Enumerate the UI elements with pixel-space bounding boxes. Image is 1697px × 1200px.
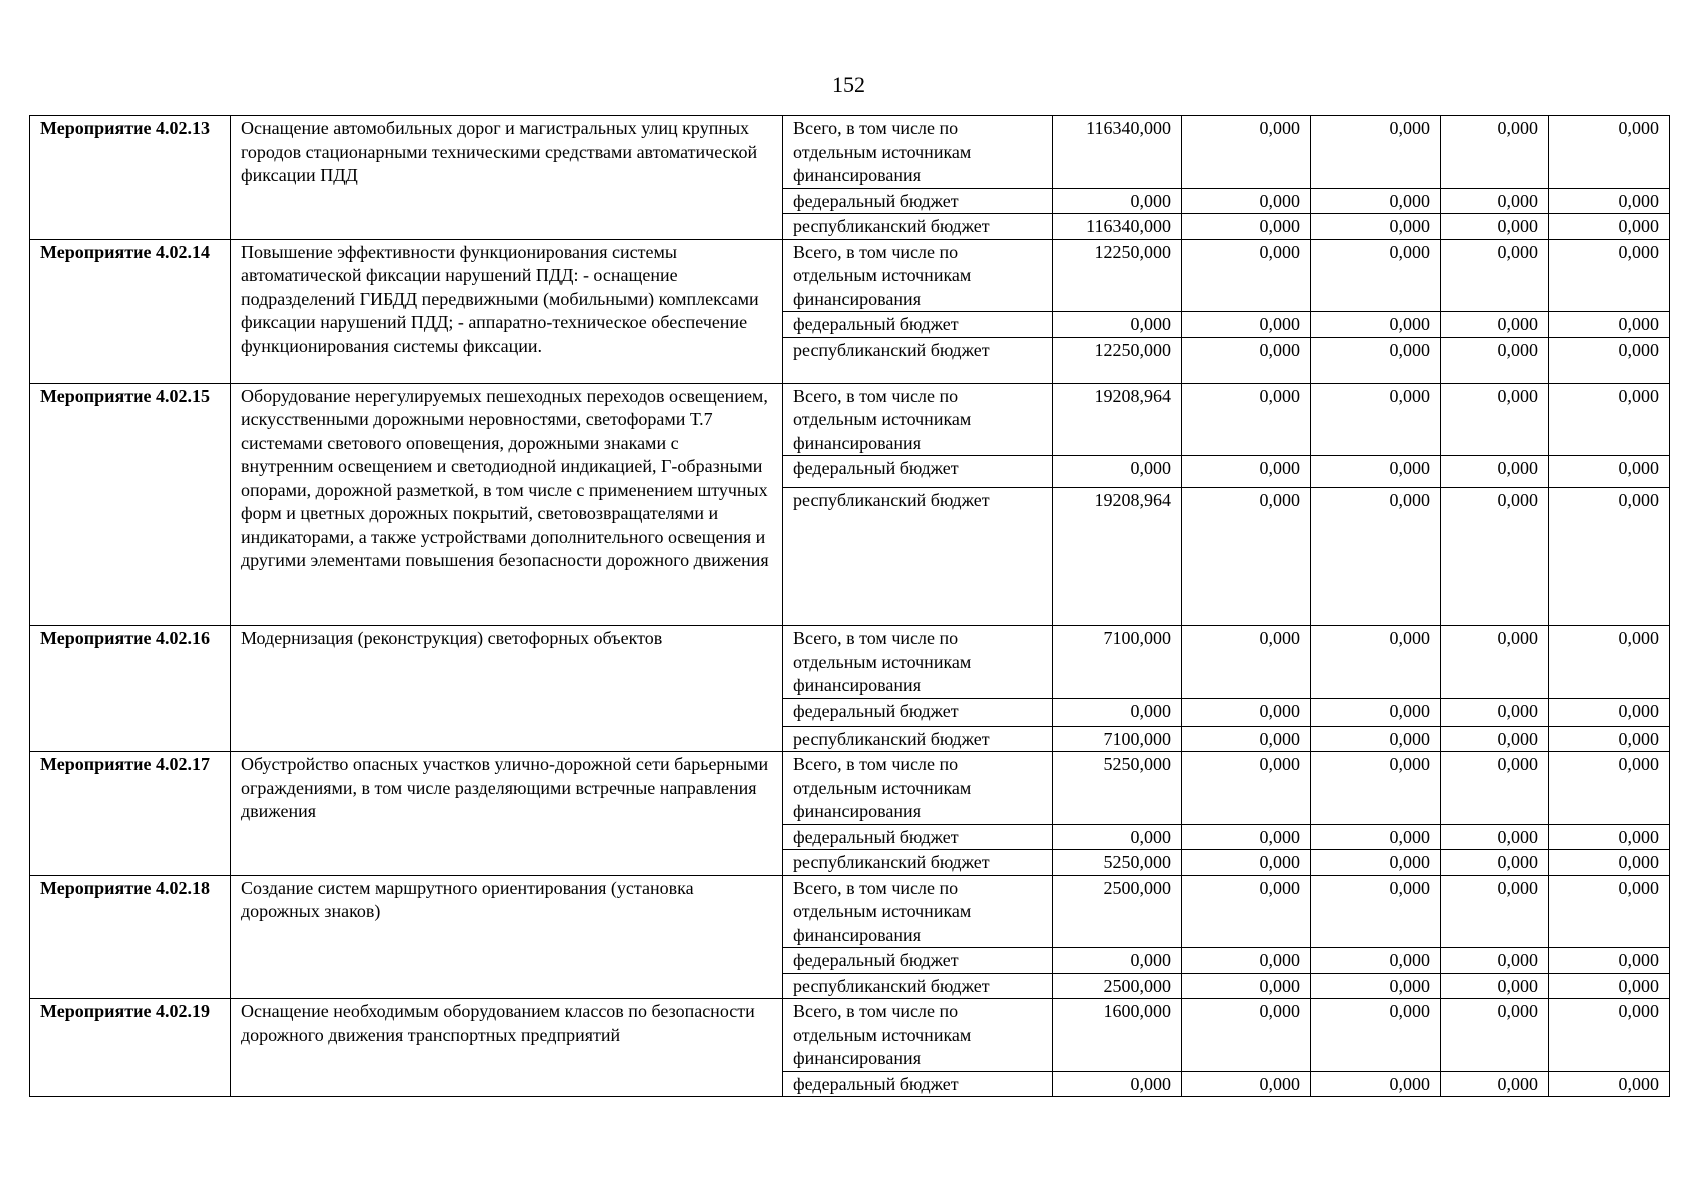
event-description: Модернизация (реконструкция) светофорных объектов bbox=[231, 626, 783, 752]
value-cell: 0,000 bbox=[1549, 875, 1670, 948]
value-cell: 0,000 bbox=[1549, 214, 1670, 240]
value-cell: 0,000 bbox=[1441, 752, 1549, 825]
value-cell: 0,000 bbox=[1311, 214, 1441, 240]
value-cell: 0,000 bbox=[1182, 337, 1311, 383]
value-cell: 0,000 bbox=[1053, 312, 1182, 338]
value-cell: 0,000 bbox=[1311, 337, 1441, 383]
value-cell: 0,000 bbox=[1549, 973, 1670, 999]
funding-source: федеральный бюджет bbox=[783, 948, 1053, 974]
funding-source: Всего, в том числе по отдельным источникам финансирования bbox=[783, 116, 1053, 189]
value-cell: 0,000 bbox=[1549, 824, 1670, 850]
value-cell: 0,000 bbox=[1549, 626, 1670, 699]
funding-source: Всего, в том числе по отдельным источникам финансирования bbox=[783, 383, 1053, 456]
value-cell: 0,000 bbox=[1549, 188, 1670, 214]
value-cell: 2500,000 bbox=[1053, 973, 1182, 999]
value-cell: 0,000 bbox=[1441, 948, 1549, 974]
value-cell: 0,000 bbox=[1441, 875, 1549, 948]
value-cell: 0,000 bbox=[1311, 383, 1441, 456]
value-cell: 0,000 bbox=[1182, 824, 1311, 850]
event-code: Мероприятие 4.02.15 bbox=[30, 383, 231, 626]
funding-source: Всего, в том числе по отдельным источникам финансирования bbox=[783, 239, 1053, 312]
event-code: Мероприятие 4.02.13 bbox=[30, 116, 231, 240]
value-cell: 0,000 bbox=[1441, 188, 1549, 214]
value-cell: 1600,000 bbox=[1053, 999, 1182, 1072]
value-cell: 0,000 bbox=[1441, 698, 1549, 726]
funding-source: республиканский бюджет bbox=[783, 488, 1053, 626]
table-row bbox=[30, 875, 1670, 948]
funding-table-body bbox=[30, 116, 1670, 1097]
value-cell: 0,000 bbox=[1549, 1071, 1670, 1097]
value-cell: 0,000 bbox=[1182, 383, 1311, 456]
event-description: Оснащение необходимым оборудованием классов по безопасности дорожного движения транспортных предприятий bbox=[231, 999, 783, 1097]
funding-source: федеральный бюджет bbox=[783, 698, 1053, 726]
event-code: Мероприятие 4.02.16 bbox=[30, 626, 231, 752]
value-cell: 0,000 bbox=[1311, 312, 1441, 338]
value-cell: 19208,964 bbox=[1053, 488, 1182, 626]
value-cell: 0,000 bbox=[1311, 850, 1441, 876]
value-cell: 0,000 bbox=[1053, 456, 1182, 488]
page-number: 152 bbox=[832, 72, 865, 97]
funding-source: федеральный бюджет bbox=[783, 188, 1053, 214]
value-cell: 0,000 bbox=[1311, 824, 1441, 850]
value-cell: 0,000 bbox=[1441, 626, 1549, 699]
table-row bbox=[30, 752, 1670, 825]
value-cell: 0,000 bbox=[1441, 726, 1549, 752]
funding-source: федеральный бюджет bbox=[783, 456, 1053, 488]
funding-source: Всего, в том числе по отдельным источникам финансирования bbox=[783, 752, 1053, 825]
value-cell: 0,000 bbox=[1311, 1071, 1441, 1097]
value-cell: 0,000 bbox=[1549, 752, 1670, 825]
funding-source: Всего, в том числе по отдельным источникам финансирования bbox=[783, 875, 1053, 948]
value-cell: 116340,000 bbox=[1053, 116, 1182, 189]
value-cell: 0,000 bbox=[1182, 312, 1311, 338]
value-cell: 0,000 bbox=[1441, 383, 1549, 456]
value-cell: 0,000 bbox=[1549, 337, 1670, 383]
value-cell: 0,000 bbox=[1549, 948, 1670, 974]
value-cell: 0,000 bbox=[1182, 626, 1311, 699]
value-cell: 0,000 bbox=[1441, 239, 1549, 312]
funding-source: Всего, в том числе по отдельным источникам финансирования bbox=[783, 999, 1053, 1072]
value-cell: 0,000 bbox=[1182, 1071, 1311, 1097]
value-cell: 0,000 bbox=[1182, 456, 1311, 488]
value-cell: 0,000 bbox=[1182, 239, 1311, 312]
value-cell: 116340,000 bbox=[1053, 214, 1182, 240]
funding-source: федеральный бюджет bbox=[783, 1071, 1053, 1097]
value-cell: 0,000 bbox=[1311, 973, 1441, 999]
value-cell: 0,000 bbox=[1549, 726, 1670, 752]
value-cell: 0,000 bbox=[1311, 999, 1441, 1072]
funding-source: Всего, в том числе по отдельным источникам финансирования bbox=[783, 626, 1053, 699]
value-cell: 0,000 bbox=[1311, 698, 1441, 726]
value-cell: 0,000 bbox=[1311, 456, 1441, 488]
value-cell: 0,000 bbox=[1441, 488, 1549, 626]
value-cell: 0,000 bbox=[1053, 188, 1182, 214]
table-row bbox=[30, 239, 1670, 312]
value-cell: 0,000 bbox=[1182, 188, 1311, 214]
value-cell: 0,000 bbox=[1441, 456, 1549, 488]
funding-source: федеральный бюджет bbox=[783, 312, 1053, 338]
event-code: Мероприятие 4.02.14 bbox=[30, 239, 231, 383]
event-description: Создание систем маршрутного ориентирования (установка дорожных знаков) bbox=[231, 875, 783, 999]
value-cell: 0,000 bbox=[1549, 488, 1670, 626]
value-cell: 0,000 bbox=[1311, 488, 1441, 626]
value-cell: 0,000 bbox=[1182, 214, 1311, 240]
value-cell: 0,000 bbox=[1441, 973, 1549, 999]
value-cell: 2500,000 bbox=[1053, 875, 1182, 948]
funding-source: республиканский бюджет bbox=[783, 337, 1053, 383]
value-cell: 0,000 bbox=[1182, 999, 1311, 1072]
value-cell: 12250,000 bbox=[1053, 239, 1182, 312]
value-cell: 0,000 bbox=[1441, 824, 1549, 850]
value-cell: 5250,000 bbox=[1053, 850, 1182, 876]
event-description: Обустройство опасных участков улично-дорожной сети барьерными ограждениями, в том числе разделяющими встречные направления движения bbox=[231, 752, 783, 876]
value-cell: 7100,000 bbox=[1053, 726, 1182, 752]
funding-source: республиканский бюджет bbox=[783, 973, 1053, 999]
value-cell: 0,000 bbox=[1053, 824, 1182, 850]
value-cell: 0,000 bbox=[1441, 850, 1549, 876]
value-cell: 0,000 bbox=[1182, 875, 1311, 948]
value-cell: 0,000 bbox=[1311, 875, 1441, 948]
funding-source: республиканский бюджет bbox=[783, 214, 1053, 240]
value-cell: 0,000 bbox=[1549, 239, 1670, 312]
funding-source: республиканский бюджет bbox=[783, 850, 1053, 876]
funding-source: республиканский бюджет bbox=[783, 726, 1053, 752]
value-cell: 0,000 bbox=[1182, 850, 1311, 876]
value-cell: 0,000 bbox=[1182, 698, 1311, 726]
table-row bbox=[30, 626, 1670, 699]
event-code: Мероприятие 4.02.18 bbox=[30, 875, 231, 999]
value-cell: 19208,964 bbox=[1053, 383, 1182, 456]
value-cell: 0,000 bbox=[1441, 312, 1549, 338]
value-cell: 0,000 bbox=[1311, 239, 1441, 312]
value-cell: 0,000 bbox=[1182, 948, 1311, 974]
value-cell: 0,000 bbox=[1311, 626, 1441, 699]
value-cell: 0,000 bbox=[1549, 698, 1670, 726]
value-cell: 0,000 bbox=[1182, 488, 1311, 626]
value-cell: 0,000 bbox=[1311, 116, 1441, 189]
value-cell: 0,000 bbox=[1441, 1071, 1549, 1097]
value-cell: 0,000 bbox=[1311, 948, 1441, 974]
funding-source: федеральный бюджет bbox=[783, 824, 1053, 850]
table-row bbox=[30, 116, 1670, 189]
table-row bbox=[30, 999, 1670, 1072]
value-cell: 5250,000 bbox=[1053, 752, 1182, 825]
value-cell: 0,000 bbox=[1182, 973, 1311, 999]
value-cell: 0,000 bbox=[1311, 188, 1441, 214]
event-description: Повышение эффективности функционирования системы автоматической фиксации нарушений ПДД: - оснащение подразделений ГИБДД передвижными (мобильными) комплексами фиксации нарушений ПДД; - аппаратно-техническое обеспечение функционирования системы фиксации. bbox=[231, 239, 783, 383]
value-cell: 0,000 bbox=[1549, 456, 1670, 488]
value-cell: 0,000 bbox=[1053, 698, 1182, 726]
value-cell: 0,000 bbox=[1549, 999, 1670, 1072]
value-cell: 0,000 bbox=[1182, 752, 1311, 825]
value-cell: 0,000 bbox=[1182, 116, 1311, 189]
value-cell: 0,000 bbox=[1549, 850, 1670, 876]
table-row bbox=[30, 383, 1670, 456]
value-cell: 0,000 bbox=[1053, 948, 1182, 974]
event-code: Мероприятие 4.02.17 bbox=[30, 752, 231, 876]
event-code: Мероприятие 4.02.19 bbox=[30, 999, 231, 1097]
event-description: Оснащение автомобильных дорог и магистральных улиц крупных городов стационарными техническими средствами автоматической фиксации ПДД bbox=[231, 116, 783, 240]
value-cell: 0,000 bbox=[1441, 337, 1549, 383]
value-cell: 0,000 bbox=[1549, 116, 1670, 189]
value-cell: 7100,000 bbox=[1053, 626, 1182, 699]
funding-table bbox=[29, 115, 1670, 1097]
value-cell: 12250,000 bbox=[1053, 337, 1182, 383]
value-cell: 0,000 bbox=[1441, 214, 1549, 240]
value-cell: 0,000 bbox=[1549, 383, 1670, 456]
event-description: Оборудование нерегулируемых пешеходных переходов освещением, искусственными дорожными неровностями, светофорами Т.7 системами светового оповещения, дорожными знаками с внутренним освещением и светодиодной индикацией, Г-образными опорами, дорожной разметкой, в том числе с применением штучных форм и цветных дорожных покрытий, световозвращателями и индикаторами, а также устройствами дополнительного освещения и другими элементами повышения безопасности дорожного движения bbox=[231, 383, 783, 626]
value-cell: 0,000 bbox=[1441, 116, 1549, 189]
value-cell: 0,000 bbox=[1441, 999, 1549, 1072]
value-cell: 0,000 bbox=[1549, 312, 1670, 338]
value-cell: 0,000 bbox=[1182, 726, 1311, 752]
value-cell: 0,000 bbox=[1311, 726, 1441, 752]
value-cell: 0,000 bbox=[1053, 1071, 1182, 1097]
value-cell: 0,000 bbox=[1311, 752, 1441, 825]
